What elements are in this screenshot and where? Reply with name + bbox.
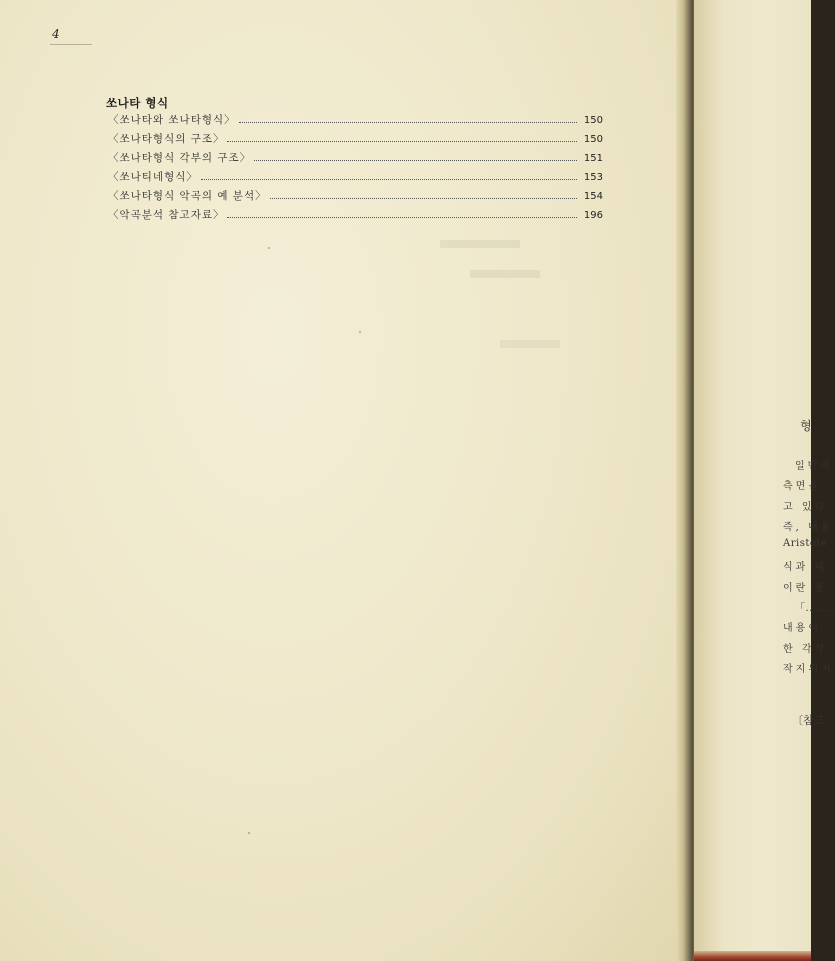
toc-leader-dots (227, 140, 577, 142)
body-line: 즉, 내용 (783, 521, 834, 533)
toc-entry-title: 〈악곡분석 참고자료〉 (108, 209, 225, 221)
bleed-through-mark (440, 240, 520, 248)
body-line: 고 있다 (783, 501, 828, 513)
toc-entry (108, 169, 603, 188)
toc-entry-page: 196 (583, 210, 603, 221)
toc-entry (108, 112, 603, 131)
paper-speck (359, 331, 361, 333)
paper-speck (248, 832, 250, 834)
bleed-through-mark (470, 270, 540, 278)
body-line: 측면을 (783, 481, 821, 493)
body-line: Aristote (783, 538, 828, 550)
toc-leader-dots (201, 178, 577, 180)
right-page-reference: 〔참고 (792, 714, 825, 727)
right-page-heading: 형 (800, 419, 812, 433)
toc-leader-dots (254, 159, 577, 161)
toc-entry-page: 151 (583, 153, 603, 164)
toc-entry-page: 150 (583, 115, 603, 126)
toc-entry-title: 〈쏘나타형식 악곡의 예 분석〉 (108, 190, 267, 202)
body-line: 일반적 (795, 461, 833, 472)
bleed-through-mark (500, 340, 560, 348)
body-line: 작지위지 (783, 663, 834, 675)
toc-leader-dots (270, 197, 577, 199)
body-line: 내용이 (783, 623, 821, 635)
right-page-body (783, 457, 835, 680)
toc-leader-dots (239, 121, 577, 123)
body-line: 이란 용 (783, 582, 828, 594)
toc-leader-dots (227, 216, 577, 218)
cover-edge (694, 951, 811, 961)
toc-entry-title: 〈쏘나티네형식〉 (108, 171, 198, 183)
toc-entry-page: 153 (583, 172, 603, 183)
body-line: 식과 내 (783, 562, 828, 574)
section-heading: 쏘나타 형식 (106, 96, 169, 110)
toc-entry-title: 〈쏘나타형식 각부의 구조〉 (108, 152, 252, 164)
toc-entry (108, 188, 603, 207)
toc-entry (108, 207, 603, 226)
book-gutter (676, 0, 696, 961)
paper-speck (268, 247, 270, 249)
toc-entry (108, 150, 603, 169)
page-number: 4 (52, 27, 60, 41)
body-line: 한 각각 (783, 643, 828, 655)
body-line: 「........ (795, 603, 835, 615)
table-of-contents (108, 112, 603, 226)
toc-entry-page: 154 (583, 191, 603, 202)
toc-entry-title: 〈쏘나타와 쏘나타형식〉 (108, 114, 236, 126)
header-rule (50, 44, 92, 45)
toc-entry (108, 131, 603, 150)
toc-entry-page: 150 (583, 134, 603, 145)
toc-entry-title: 〈쏘나타형식의 구조〉 (108, 133, 225, 145)
